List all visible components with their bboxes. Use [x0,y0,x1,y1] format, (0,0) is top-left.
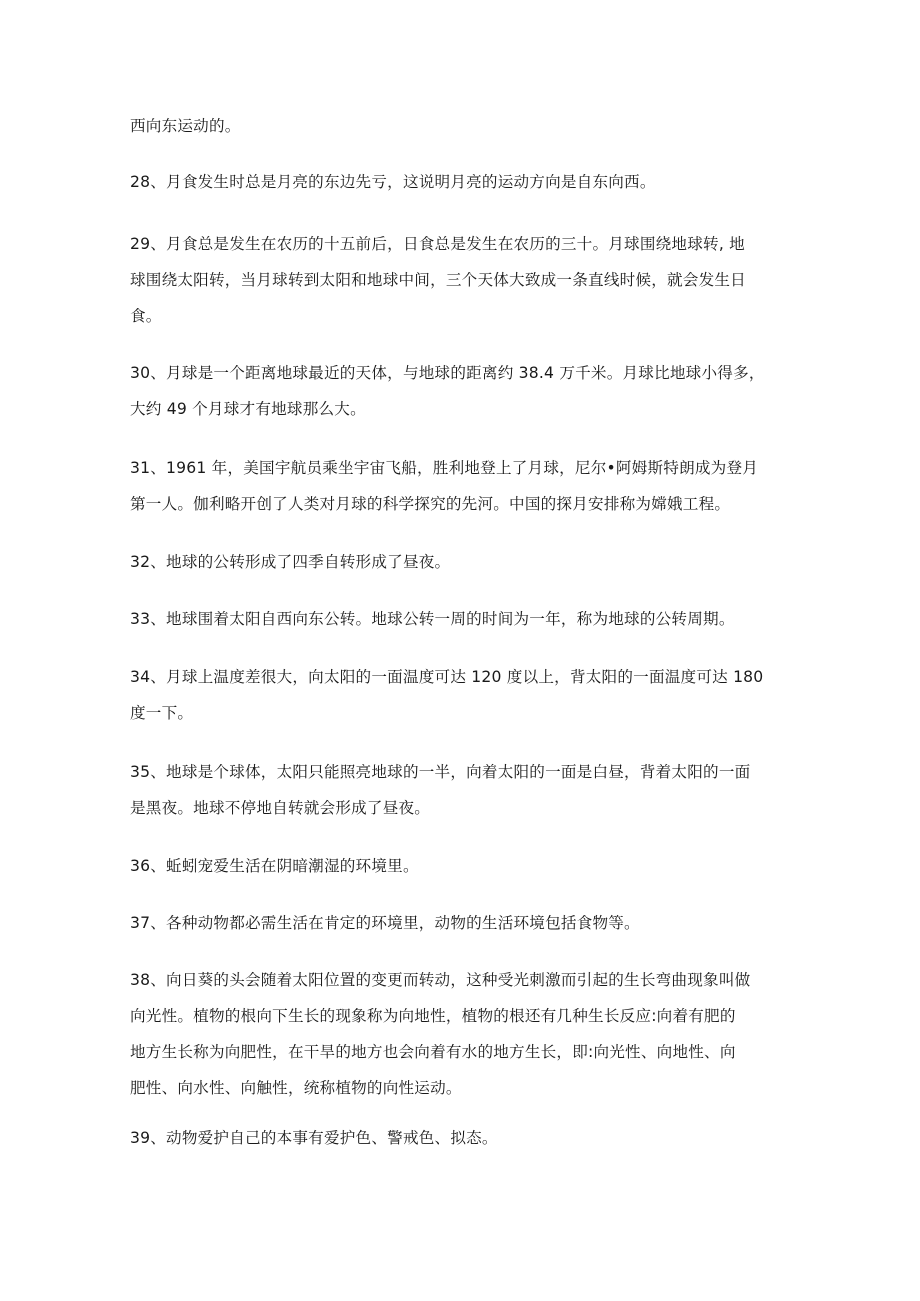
paragraph-29 [130,226,795,334]
paragraph-34 [130,659,795,731]
text-line: 36、蚯蚓宠爱生活在阴暗潮湿的环境里。 [130,857,419,875]
paragraph-35 [130,754,795,826]
text-line: 39、动物爱护自己的本事有爱护色、警戒色、拟态。 [130,1129,498,1147]
text-line: 37、各种动物都必需生活在肯定的环境里，动物的生活环境包括食物等。 [130,914,640,932]
text-line: 肥性、向水性、向触性，统称植物的向性运动。 [130,1079,462,1097]
paragraph-28 [130,164,795,200]
text-line: 球围绕太阳转，当月球转到太阳和地球中间，三个天体大致成一条直线时候，就会发生日 [130,271,746,289]
text-line: 31、1961 年，美国宇航员乘坐宇宙飞船，胜利地登上了月球，尼尔•阿姆斯特朗成为登月 [130,459,759,477]
text-line: 32、地球的公转形成了四季自转形成了昼夜。 [130,553,451,571]
paragraph-36 [130,848,795,884]
paragraph-37 [130,905,795,941]
text-line: 是黑夜。地球不停地自转就会形成了昼夜。 [130,799,431,817]
text-line: 度一下。 [130,704,194,722]
paragraph-33 [130,601,795,637]
text-line: 食。 [130,307,162,325]
text-line: 向光性。植物的根向下生长的现象称为向地性，植物的根还有几种生长反应:向着有肥的 [130,1007,736,1025]
text-line: 地方生长称为向肥性，在干旱的地方也会向着有水的地方生长，即:向光性、向地性、向 [130,1043,736,1061]
text-line: 30、月球是一个距离地球最近的天体，与地球的距离约 38.4 万千米。月球比地球小得多， [130,364,765,382]
text-line: 35、地球是个球体，太阳只能照亮地球的一半，向着太阳的一面是白昼，背着太阳的一面 [130,763,751,781]
paragraph-32 [130,544,795,580]
text-line: 第一人。伽利略开创了人类对月球的科学探究的先河。中国的探月安排称为嫦娥工程。 [130,495,731,513]
paragraph-27-continuation [130,108,795,144]
text-line: 28、月食发生时总是月亮的东边先亏，这说明月亮的运动方向是自东向西。 [130,173,656,191]
text-line: 34、月球上温度差很大，向太阳的一面温度可达 120 度以上，背太阳的一面温度可达 180 [130,668,764,686]
text-line: 大约 49 个月球才有地球那么大。 [130,400,366,418]
text-line: 29、月食总是发生在农历的十五前后，日食总是发生在农历的三十。月球围绕地球转, 地 [130,235,745,253]
paragraph-31 [130,450,795,522]
text-line: 38、向日葵的头会随着太阳位置的变更而转动，这种受光刺激而引起的生长弯曲现象叫做 [130,971,751,989]
paragraph-38 [130,962,795,1106]
text-line: 33、地球围着太阳自西向东公转。地球公转一周的时间为一年，称为地球的公转周期。 [130,610,735,628]
paragraph-39 [130,1120,795,1156]
paragraph-30 [130,355,795,427]
text-line: 西向东运动的。 [130,117,241,135]
